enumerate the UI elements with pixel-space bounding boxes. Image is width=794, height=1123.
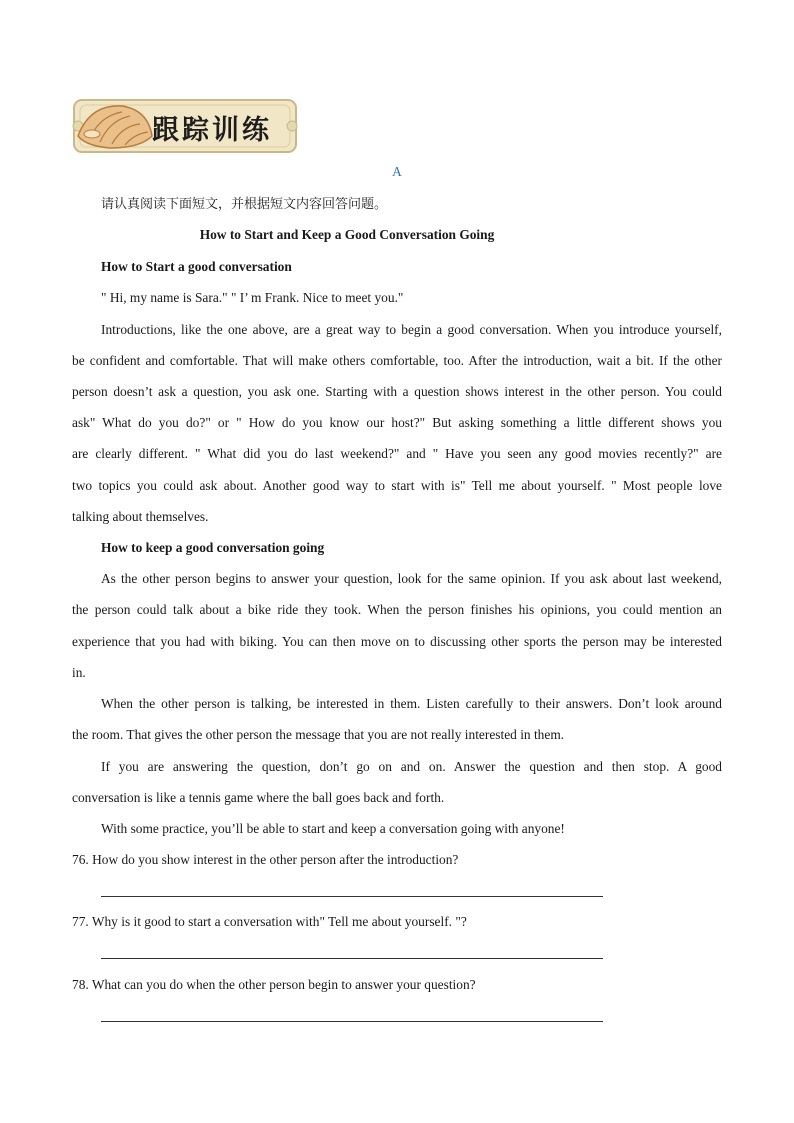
paragraph-line: person doesn’t ask a question, you ask one. Starting with a question shows interest in the other person. You could: [72, 384, 722, 399]
answer-line-78[interactable]: [101, 1021, 603, 1022]
paragraph-line: As the other person begins to answer your question, look for the same opinion. If you ask about last weekend,: [101, 571, 722, 586]
seashell-icon: [70, 96, 160, 156]
paragraph-line: the room. That gives the other person the message that you are not really interested in them.: [72, 727, 565, 742]
dialogue-line: " Hi, my name is Sara." " I’ m Frank. Nice to meet you.": [101, 290, 404, 305]
paragraph-line: conversation is like a tennis game where the ball goes back and forth.: [72, 790, 445, 805]
heading-start-conversation: How to Start a good conversation: [101, 259, 292, 274]
instruction-text: 请认真阅读下面短文，并根据短文内容回答问题。: [101, 197, 388, 212]
banner-title: 跟踪训练: [152, 115, 272, 146]
question-77: 77. Why is it good to start a conversation with" Tell me about yourself. "?: [72, 914, 467, 929]
question-78: 78. What can you do when the other person begin to answer your question?: [72, 977, 476, 992]
paragraph-line: Introductions, like the one above, are a great way to begin a good conversation. When you introduce yourself,: [101, 322, 722, 337]
section-label: A: [392, 164, 402, 179]
paragraph-line: are clearly different. " What did you do last weekend?" and " Have you seen any good movies recently?" are: [72, 446, 722, 461]
section-banner: [70, 96, 300, 156]
paragraph-line: in.: [72, 665, 86, 680]
paragraph-line: two topics you could ask about. Another good way to start with is" Tell me about yourself. " Most people love: [72, 478, 722, 493]
question-76: 76. How do you show interest in the other person after the introduction?: [72, 852, 459, 867]
paragraph-line: If you are answering the question, don’t go on and on. Answer the question and then stop. A good: [101, 759, 722, 774]
answer-line-77[interactable]: [101, 958, 603, 959]
paragraph-line: talking about themselves.: [72, 509, 209, 524]
paragraph-line: ask" What do you do?" or " How do you know our host?" But asking something a little different shows you: [72, 415, 722, 430]
paragraph-line: experience that you had with biking. You can then move on to discussing other sports the person may be interested: [72, 634, 722, 649]
paragraph-line: the person could talk about a bike ride they took. When the person finishes his opinions, you could mention an: [72, 602, 722, 617]
paragraph-line: be confident and comfortable. That will make others comfortable, too. After the introduction, wait a bit. If the other: [72, 353, 722, 368]
heading-keep-conversation: How to keep a good conversation going: [101, 540, 325, 555]
paragraph-line: With some practice, you’ll be able to start and keep a conversation going with anyone!: [101, 821, 565, 836]
passage-title: How to Start and Keep a Good Conversation Going: [199, 227, 495, 242]
answer-line-76[interactable]: [101, 896, 603, 897]
paragraph-line: When the other person is talking, be interested in them. Listen carefully to their answers. Don’t look around: [101, 696, 722, 711]
